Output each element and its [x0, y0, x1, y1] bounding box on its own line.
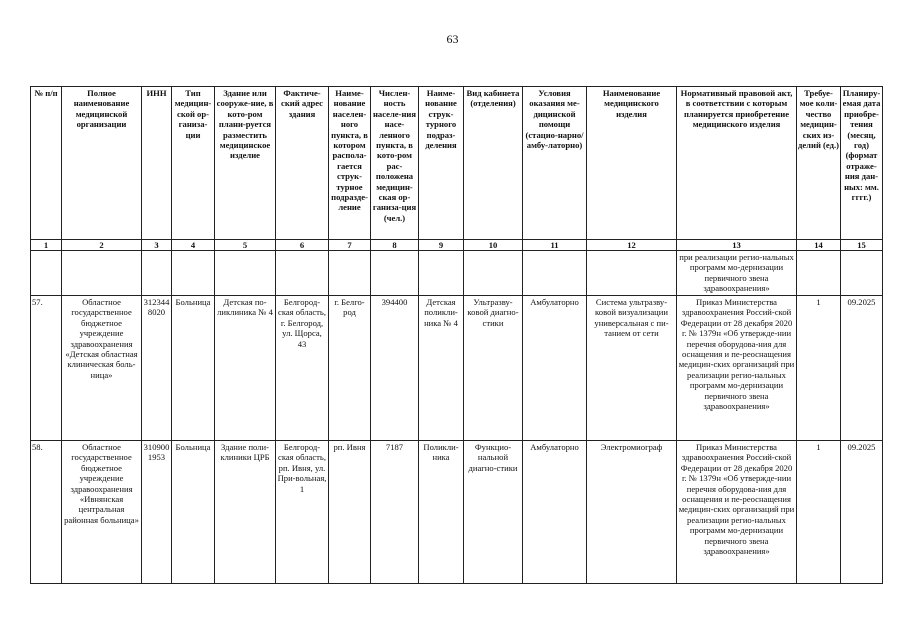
table-cell: [329, 251, 371, 296]
column-number: 1: [31, 240, 62, 251]
table-cell: [215, 251, 276, 296]
table-cell: [419, 251, 464, 296]
column-number: 3: [142, 240, 172, 251]
org-name: Областное государственное бюджетное учреждение здравоохранения «Ивнянская центральная районная больница»: [62, 441, 142, 584]
device-name: Электромиограф: [587, 441, 677, 584]
table-cell: [841, 251, 883, 296]
column-number: 9: [419, 240, 464, 251]
column-number: 13: [677, 240, 797, 251]
inn: 3123448020: [142, 296, 172, 441]
header-cell: Наиме-нование струк-турного подраз-деления: [419, 87, 464, 240]
table-cell: [797, 251, 841, 296]
settlement: г. Белго-род: [329, 296, 371, 441]
address: Белгород-ская область, г. Белгород, ул. Щорса, 43: [276, 296, 329, 441]
care-conditions: Амбулаторно: [523, 296, 587, 441]
table-row: [31, 296, 883, 441]
header-row: [31, 87, 883, 240]
legal-act: Приказ Министерства здравоохранения Россий-ской Федерации от 28 декабря 2020 г. № 1379н «Об утвержде-нии перечня оборудова-ния для оснащения и пе-реоснащения медицин-ских организаций при реализации регио-нальных программ мо-дернизации первичного звена здравоохранения»: [677, 441, 797, 584]
header-cell: Наименование медицинского изделия: [587, 87, 677, 240]
building: Детская по-ликлиника № 4: [215, 296, 276, 441]
column-number: 2: [62, 240, 142, 251]
table-cell: [62, 251, 142, 296]
address: Белгород-ская область, рп. Ивня, ул. При-вольная, 1: [276, 441, 329, 584]
header-cell: Вид кабинета (отделения): [464, 87, 523, 240]
header-cell: Тип медицин-ской ор-ганиза-ции: [172, 87, 215, 240]
row-number: 57.: [31, 296, 62, 441]
org-type: Больница: [172, 296, 215, 441]
row-number: 58.: [31, 441, 62, 584]
page-number: 63: [446, 32, 459, 46]
legal-act: Приказ Министерства здравоохранения Россий-ской Федерации от 28 декабря 2020 г. № 1379н «Об утвержде-нии перечня оборудова-ния для оснащения и пе-реоснащения медицин-ских организаций при реализации регио-нальных программ мо-дернизации первичного звена здравоохранения»: [677, 296, 797, 441]
column-number: 8: [371, 240, 419, 251]
org-name: Областное государственное бюджетное учреждение здравоохранения «Детская областная клиническая боль-ница»: [62, 296, 142, 441]
header-cell: Числен-ность населе-ния насе-ленного пункта, в кото-ром рас-положена медицин-ская ор-ганиза-ция (чел.): [371, 87, 419, 240]
quantity: 1: [797, 296, 841, 441]
planned-date: 09.2025: [841, 441, 883, 584]
cabinet: Ультразву-ковой диагно-стики: [464, 296, 523, 441]
table-cell: [464, 251, 523, 296]
continuation-row: [31, 251, 883, 296]
column-number: 5: [215, 240, 276, 251]
column-number: 11: [523, 240, 587, 251]
table-cell: [142, 251, 172, 296]
header-cell: Наиме-нование населен-ного пункта, в котором распола-гается струк-турное подразде-ление: [329, 87, 371, 240]
table-cell: [31, 251, 62, 296]
org-type: Больница: [172, 441, 215, 584]
table-cell: [276, 251, 329, 296]
subdivision: Поликли-ника: [419, 441, 464, 584]
header-cell: Полное наименование медицинской организации: [62, 87, 142, 240]
planned-date: 09.2025: [841, 296, 883, 441]
population: 394400: [371, 296, 419, 441]
header-cell: Требуе-мое коли-чество медицин-ских из-делий (ед.): [797, 87, 841, 240]
header-cell: Условия оказания ме-дицинской помощи (стацио-нарно/амбу-латорно): [523, 87, 587, 240]
cabinet: Функцио-нальной диагно-стики: [464, 441, 523, 584]
building: Здание поли-клиники ЦРБ: [215, 441, 276, 584]
care-conditions: Амбулаторно: [523, 441, 587, 584]
column-number: 4: [172, 240, 215, 251]
table-cell: [371, 251, 419, 296]
column-number: 14: [797, 240, 841, 251]
table-cell: [587, 251, 677, 296]
equipment-table: [30, 86, 883, 584]
header-cell: Планиру-емая дата приобре-тения (месяц, год) (формат отраже-ния дан-ных: мм. гггг.): [841, 87, 883, 240]
population: 7187: [371, 441, 419, 584]
header-cell: Здание или сооруже-ние, в кото-ром плани-руется разместить медицинское изделие: [215, 87, 276, 240]
quantity: 1: [797, 441, 841, 584]
column-number: 12: [587, 240, 677, 251]
table-row: [31, 441, 883, 584]
table-cell: [172, 251, 215, 296]
subdivision: Детская поликли-ника № 4: [419, 296, 464, 441]
header-cell: ИНН: [142, 87, 172, 240]
act-continuation: при реализации регио-нальных программ мо-дернизации первичного звена здравоохранения»: [677, 251, 797, 296]
device-name: Система ультразву-ковой визуализации универсальная с пи-танием от сети: [587, 296, 677, 441]
settlement: рп. Ивня: [329, 441, 371, 584]
header-cell: Фактиче-ский адрес здания: [276, 87, 329, 240]
header-cell: № п/п: [31, 87, 62, 240]
column-number: 6: [276, 240, 329, 251]
inn: 3109001953: [142, 441, 172, 584]
column-number: 10: [464, 240, 523, 251]
column-number: 15: [841, 240, 883, 251]
column-number-row: [31, 240, 883, 251]
table-cell: [523, 251, 587, 296]
column-number: 7: [329, 240, 371, 251]
header-cell: Нормативный правовой акт, в соответствии с которым планируется приобретение медицинского изделия: [677, 87, 797, 240]
